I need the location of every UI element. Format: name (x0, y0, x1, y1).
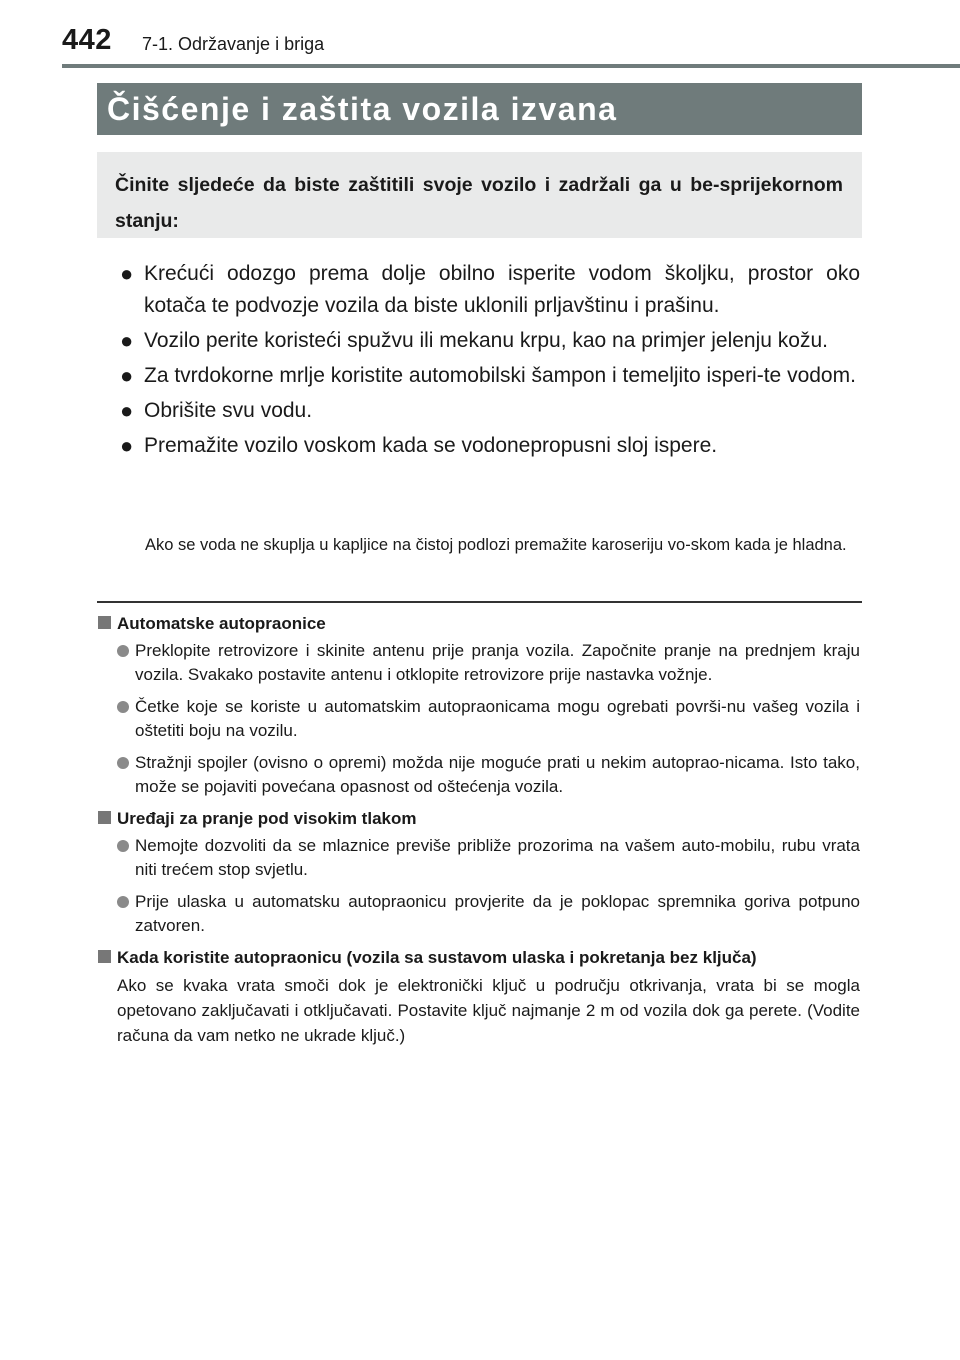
circle-bullet-icon (117, 701, 129, 713)
section-divider (97, 601, 862, 603)
list-item (120, 258, 860, 322)
list-item-text: Krećući odozgo prema dolje obilno isperite vodom školjku, prostor oko kotača te podvozje vozila da biste uklonili prljavštinu i prašinu. (144, 262, 860, 317)
bullet-icon: ● (120, 433, 134, 458)
subsection-heading (98, 946, 860, 969)
list-item-text: Vozilo perite koristeći spužvu ili mekanu krpu, kao na primjer jelenju kožu. (144, 329, 828, 352)
intro-text: Činite sljedeće da biste zaštitili svoje vozilo i zadržali ga u be-sprijekornom stanju: (115, 174, 843, 232)
bullet-icon: ● (120, 261, 134, 286)
title-bar (97, 83, 862, 135)
circle-bullet-icon (117, 896, 129, 908)
subsection-heading-text: Automatske autopraonice (117, 614, 326, 633)
note-item (98, 639, 860, 687)
bullet-icon: ● (120, 398, 134, 423)
intro-box (97, 152, 862, 238)
page-title: Čišćenje i zaštita vozila izvana (107, 91, 618, 127)
square-bullet-icon (98, 616, 111, 629)
list-item (120, 325, 860, 357)
note-item-text: Stražnji spojler (ovisno o opremi) možda nije moguće prati u nekim autoprao-nicama. Isto tako, može se pojaviti povećana opasnost od oštećenja vozila. (135, 753, 860, 796)
subsection-heading-text: Kada koristite autopraonicu (vozila sa sustavom ulaska i pokretanja bez ključa) (117, 948, 757, 967)
note-item-text: Preklopite retrovizore i skinite antenu prije pranja vozila. Započnite pranje na prednjem kraju vozila. Svakako postavite antenu i otklopite retrovizore prije nastavka vožnje. (135, 641, 860, 684)
page-header (62, 24, 960, 60)
square-bullet-icon (98, 811, 111, 824)
square-bullet-icon (98, 950, 111, 963)
circle-bullet-icon (117, 645, 129, 657)
list-item (120, 430, 860, 462)
section-label: 7-1. Održavanje i briga (142, 34, 325, 54)
subsection-heading (98, 612, 860, 635)
list-item-text: Obrišite svu vodu. (144, 399, 313, 422)
list-item (120, 395, 860, 427)
note-item (98, 751, 860, 799)
subsection-paragraph: Ako se kvaka vrata smoči dok je elektronički ključ u području otkrivanja, vrata bi se mogla opetovano zaključavati i otključavati. Postavite ključ najmanje 2 m od vozila dok ga perete. (Vodite računa da vam netko ne ukrade ključ.) (117, 976, 860, 1045)
subsection-heading-text: Uređaji za pranje pod visokim tlakom (117, 809, 417, 828)
note-item (98, 890, 860, 938)
list-item (120, 360, 860, 392)
subsection-heading (98, 807, 860, 830)
notes-section (98, 612, 860, 1048)
list-item-text: Premažite vozilo voskom kada se vodonepropusni sloj ispere. (144, 434, 718, 457)
bullet-icon: ● (120, 328, 134, 353)
bullet-icon: ● (120, 363, 134, 388)
page-number: 442 (62, 24, 112, 56)
main-list (120, 258, 860, 465)
note-item (98, 834, 860, 882)
note-item-text: Nemojte dozvoliti da se mlaznice previše približe prozorima na vašem auto-mobilu, rubu vrata niti trećem stop svjetlu. (135, 836, 860, 879)
note-item (98, 695, 860, 743)
note-item-text: Četke koje se koriste u automatskim autopraonicama mogu ogrebati površi-nu vašeg vozila i oštetiti boju na vozilu. (135, 697, 860, 740)
circle-bullet-icon (117, 757, 129, 769)
list-item-text: Za tvrdokorne mrlje koristite automobilski šampon i temeljito isperi-te vodom. (144, 364, 856, 387)
main-note: Ako se voda ne skuplja u kapljice na čistoj podlozi premažite karoseriju vo-skom kada je hladna. (145, 536, 847, 554)
circle-bullet-icon (117, 840, 129, 852)
header-rule (62, 64, 960, 68)
note-item-text: Prije ulaska u automatsku autopraonicu provjerite da je poklopac spremnika goriva potpuno zatvoren. (135, 892, 860, 935)
